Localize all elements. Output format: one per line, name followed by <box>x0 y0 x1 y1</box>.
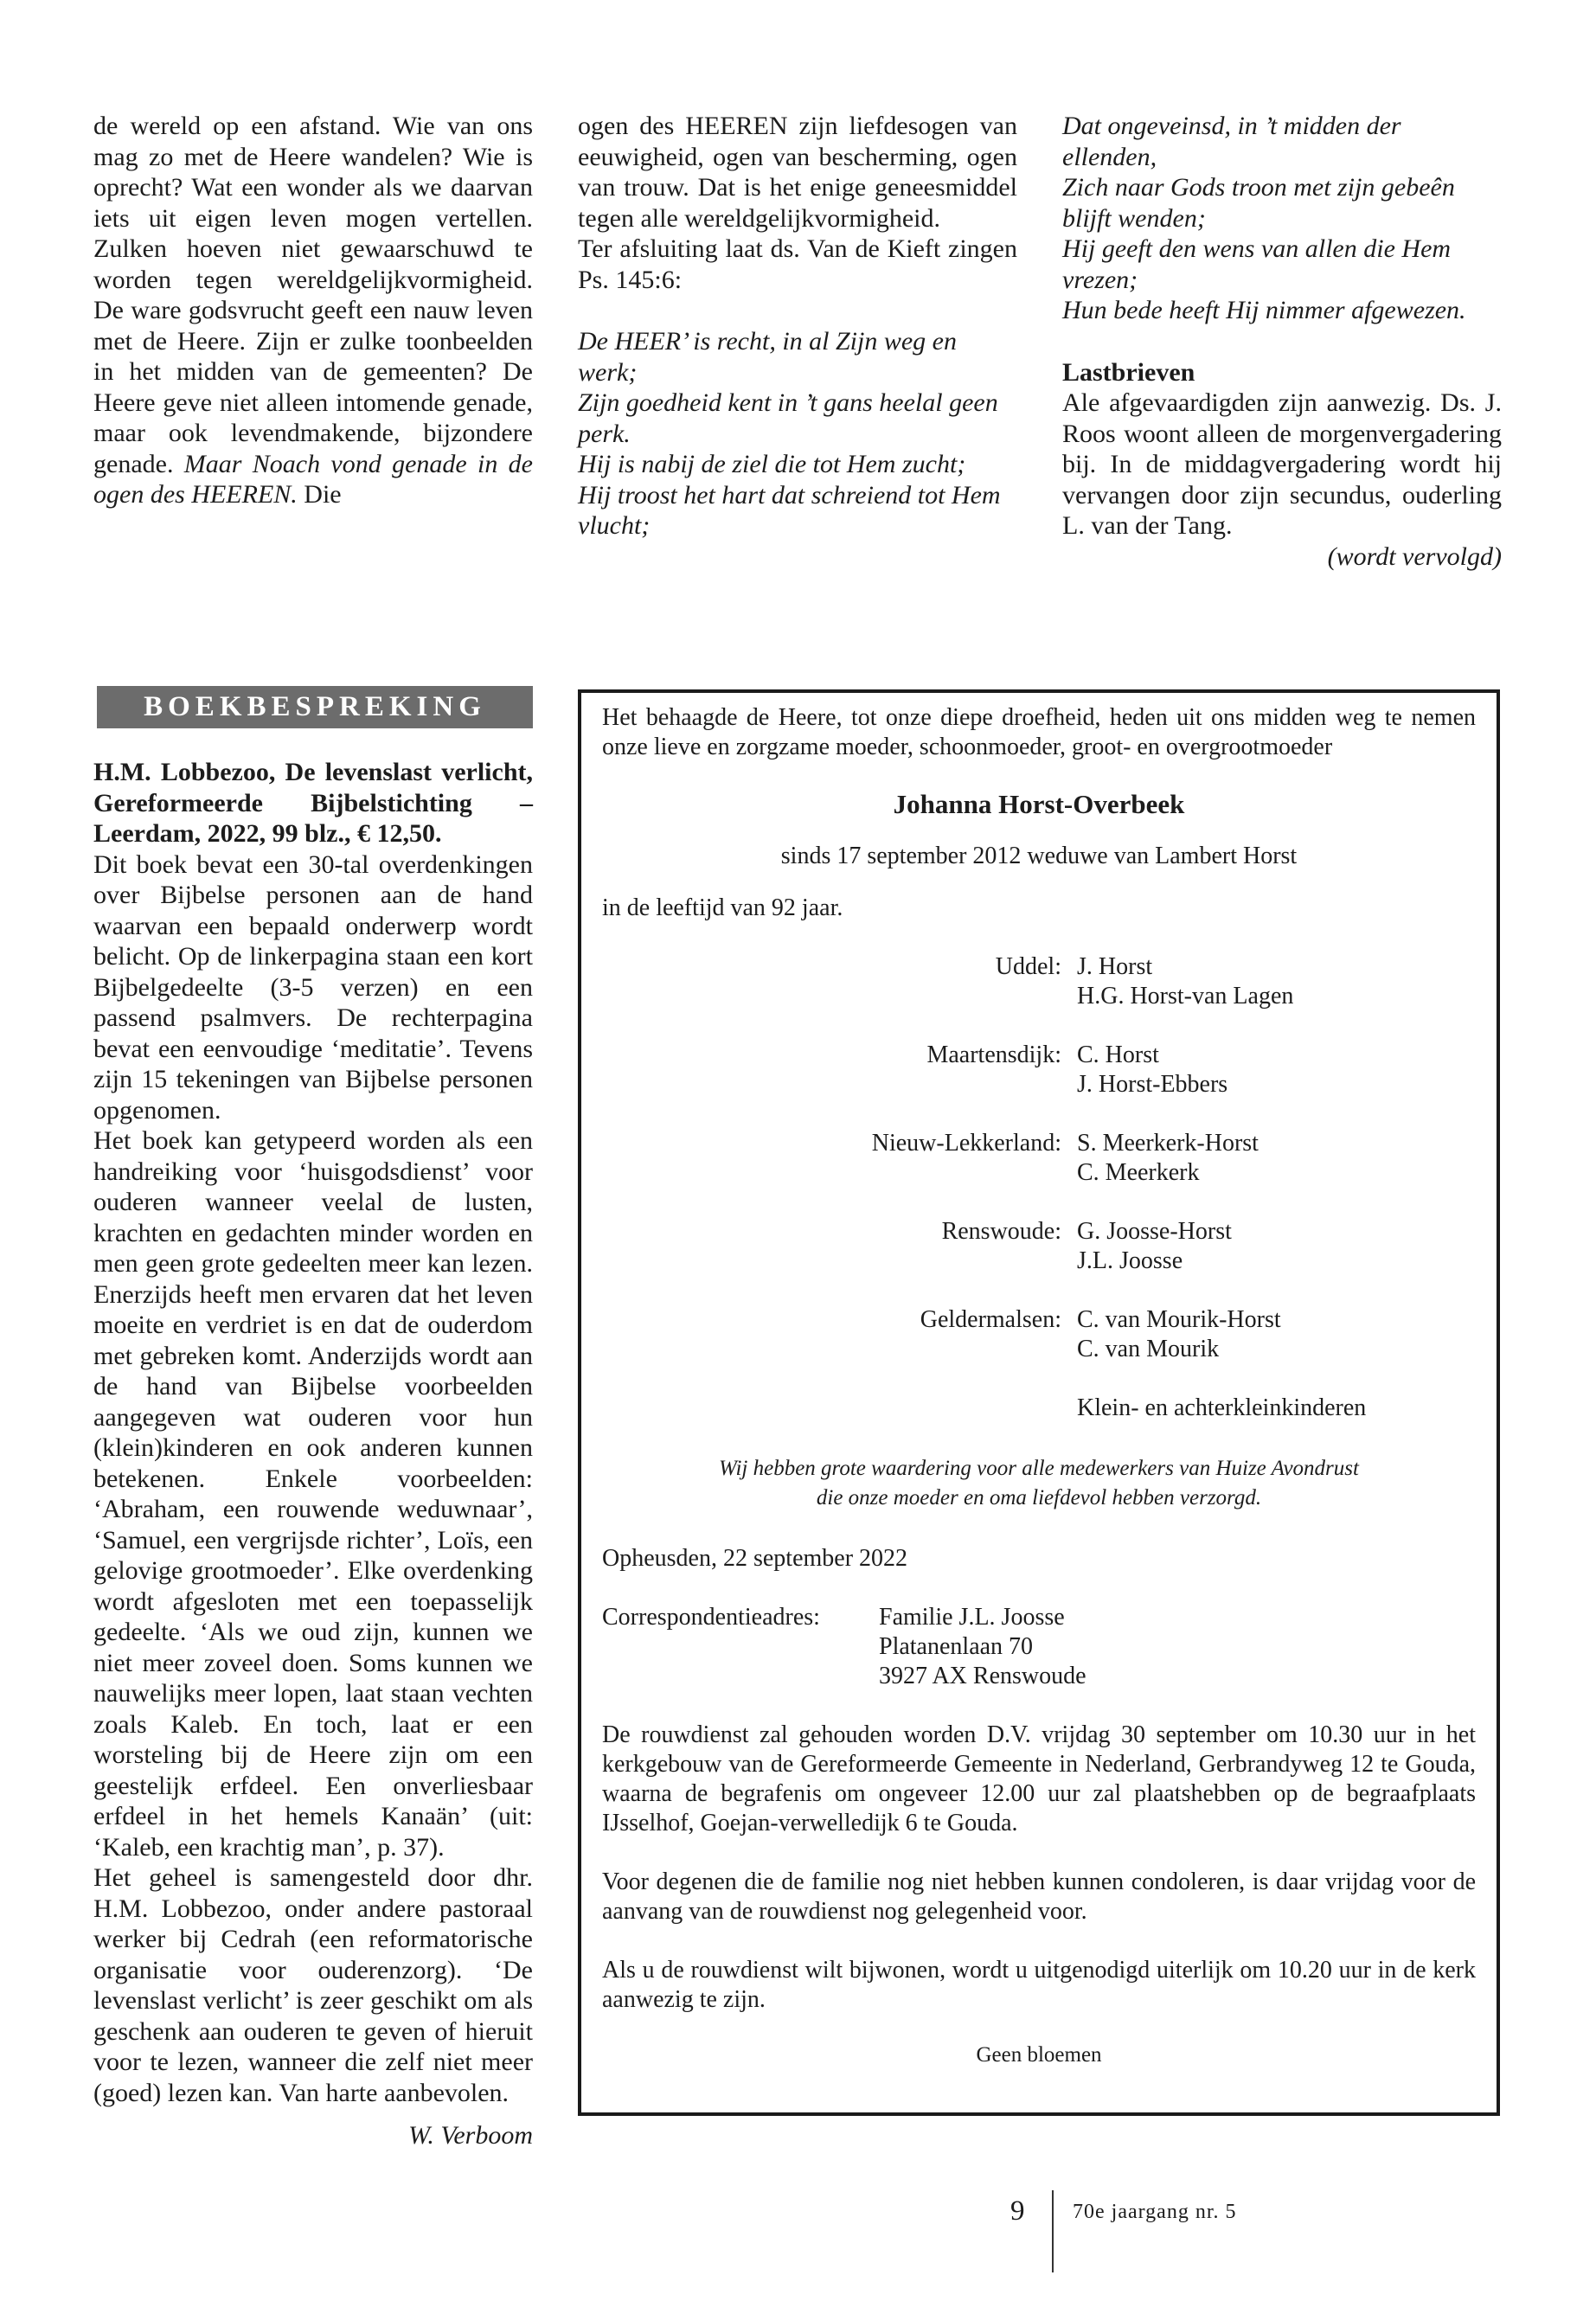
correspondence-address: Correspondentieadres: Familie J.L. Joosse Platanenlaan 70 3927 AX Renswoude <box>602 1604 1086 1689</box>
psalm-line: Hun bede heeft Hij nimmer afgewezen. <box>1062 296 1466 324</box>
article-paragraph: ogen des HEEREN zijn liefdesogen van eeuwigheid, ogen van bescherming, ogen van trouw. Dat is het enige geneesmiddel tegen alle wereldgelijkvormigheid. <box>578 112 1017 233</box>
psalm-line: Zich naar Gods troon met zijn gebeên blijft wenden; <box>1062 173 1455 233</box>
service-info: De rouwdienst zal gehouden worden D.V. vrijdag 30 september om 10.30 uur in het kerkgebouw van de Gereformeerde Gemeente in Nederland, Gerbrandyweg 12 te Gouda, waarna de begrafenis om ongeveer 12.00 uur zal plaatshebben op de begraafplaats IJsselhof, Goejan-verwelledijk 6 te Gouda. <box>602 1721 1476 1836</box>
article-column-2 <box>578 111 1017 542</box>
continued-note: (wordt vervolgd) <box>1327 542 1502 571</box>
family-row: Geldermalsen: C. van Mourik-Horst C. van Mourik <box>920 1306 1281 1362</box>
article-paragraph: Ale afgevaardigden zijn aanwezig. Ds. J. Roos woont alleen de morgenvergadering bij. In de middagvergadering wordt hij vervangen door zijn secundus, ouderling L. van der Tang. <box>1062 388 1502 540</box>
family-row: Nieuw-Lekkerland: S. Meerkerk-Horst C. Meerkerk <box>871 1130 1259 1186</box>
attend-info: Als u de rouwdienst wilt bijwonen, wordt u uitgenodigd uiterlijk om 10.20 uur in de kerk aanwezig te zijn. <box>602 1957 1476 2013</box>
review-paragraph: Dit boek bevat een 30-tal overdenkingen over Bijbelse personen aan de hand waarvan een bepaald onderwerp wordt belicht. Op de linkerpagina staan een kort Bijbelgedeelte (3-5 verzen) en een passend psalmvers. De rechterpagina bevat een eenvoudige ‘meditatie’. Tevens zijn 15 tekeningen van Bijbelse personen opgenomen. <box>93 849 533 1125</box>
place-date: Opheusden, 22 september 2022 <box>602 1545 908 1572</box>
age-line: in de leeftijd van 92 jaar. <box>602 894 843 921</box>
article-paragraph: de wereld op een afstand. Wie van ons mag zo met de Heere wandelen? Wie is oprecht? Wat een wonder als we daarvan iets uit eigen leven mogen vertellen. Zulken hoeven niet gewaarschuwd te worden tegen wereldgelijkvormigheid. De ware godsvrucht geeft een nauw leven met de Heere. Zijn er zulke toonbeelden in het midden van de gemeenten? De Heere geve niet alleen intomende genade, maar ook levendmakende, bijzondere genade. Maar Noach vond genade in de ogen des HEEREN. Die <box>93 112 533 509</box>
widow-line: sinds 17 september 2012 weduwe van Lambert Horst <box>780 843 1298 869</box>
issue-label: 70e jaargang nr. 5 <box>1073 2201 1237 2223</box>
review-title: H.M. Lobbezoo, De levenslast verlicht, Gereformeerde Bijbelstichting – Leerdam, 2022, 99 blz., € 12,50. <box>93 758 533 848</box>
psalm-line: Hij is nabij de ziel die tot Hem zucht; <box>578 450 966 478</box>
section-heading: Lastbrieven <box>1062 357 1195 387</box>
article-paragraph: Ter afsluiting laat ds. Van de Kieft zingen Ps. 145:6: <box>578 234 1017 294</box>
page-number: 9 <box>1010 2195 1025 2227</box>
family-row: Renswoude: G. Joosse-Horst J.L. Joosse <box>941 1218 1232 1274</box>
family-row: Klein- en achterkleinkinderen <box>1077 1394 1367 1421</box>
quote: Maar Noach vond genade in de ogen des HEEREN. <box>93 449 533 509</box>
thanks-line: Wij hebben grote waardering voor alle medewerkers van Huize Avondrust <box>719 1457 1359 1480</box>
psalm-line: Dat ongeveinsd, in ’t midden der ellenden, <box>1062 112 1401 171</box>
article-column-1 <box>93 111 533 510</box>
review-paragraph: Het boek kan getypeerd worden als een handreiking voor ‘huisgodsdienst’ voor ouderen wanneer veelal de lusten, krachten en gedachten minder worden en men geen grote gedeelten meer kan lezen. Enerzijds heeft men ervaren dat het leven moeite en verdriet is en dat de ouderdom met gebreken komt. Anderzijds wordt aan de hand van Bijbelse voorbeelden aangegeven wat ouderen voor hun (klein)kinderen en ook anderen kunnen betekenen. Enkele voorbeelden: ‘Abraham, een rouwende weduwnaar’, ‘Samuel, een vergrijsde richter’, Loïs, een gelovige grootmoeder’. Elke overdenking wordt afgesloten met een toepasselijk gedeelte. ‘Als we oud zijn, kunnen we niet meer zoveel doen. Soms kunnen we nauwelijks meer lopen, laat staan vechten zoals Kaleb. En toch, laat er een worsteling bij de Heere zijn om een geestelijk erfdeel. Een onverliesbaar erfdeel in het hemels Kanaän’ (uit: ‘Kaleb, een krachtig man’, p. 37). <box>93 1126 533 1862</box>
no-flowers: Geen bloemen <box>976 2043 1102 2067</box>
notice-intro: Het behaagde de Heere, tot onze diepe droefheid, heden uit ons midden weg te nemen onze lieve en zorgzame moeder, schoonmoeder, groot- en overgrootmoeder <box>602 704 1476 760</box>
deceased-name: Johanna Horst-Overbeek <box>893 789 1185 819</box>
condolence-info: Voor degenen die de familie nog niet hebben kunnen condoleren, is daar vrijdag voor de aanvang van de rouwdienst nog gelegenheid voor. <box>602 1868 1476 1925</box>
family-row: Maartensdijk: C. Horst J. Horst-Ebbers <box>926 1042 1228 1098</box>
death-notice <box>578 689 1500 2116</box>
psalm-line: Zijn goedheid kent in ’t gans heelal geen perk. <box>578 388 998 448</box>
family-row: Uddel: J. Horst H.G. Horst-van Lagen <box>995 953 1294 1009</box>
review-paragraph: Het geheel is samengesteld door dhr. H.M. Lobbezoo, onder andere pastoraal werker bij Cedrah (een reformatorische organisatie voor ouderenzorg). ‘De levenslast verlicht’ is zeer geschikt om als geschenk aan ouderen te geven of hieruit voor te lezen, wanneer die zelf niet meer (goed) lezen kan. Van harte aanbevolen. <box>93 1863 533 2107</box>
article-column-3 <box>1062 111 1502 572</box>
thanks-line: die onze moeder en oma liefdevol hebben verzorgd. <box>816 1486 1262 1509</box>
section-header: BOEKBESPREKING <box>97 686 533 728</box>
psalm-line: De HEER’ is recht, in al Zijn weg en werk; <box>578 327 957 387</box>
footer-divider <box>1052 2190 1054 2272</box>
book-review <box>93 757 533 2151</box>
psalm-line: Hij troost het hart dat schreiend tot Hem vlucht; <box>578 480 1001 540</box>
psalm-line: Hij geeft den wens van allen die Hem vrezen; <box>1062 234 1452 294</box>
review-author: W. Verboom <box>408 2121 533 2150</box>
